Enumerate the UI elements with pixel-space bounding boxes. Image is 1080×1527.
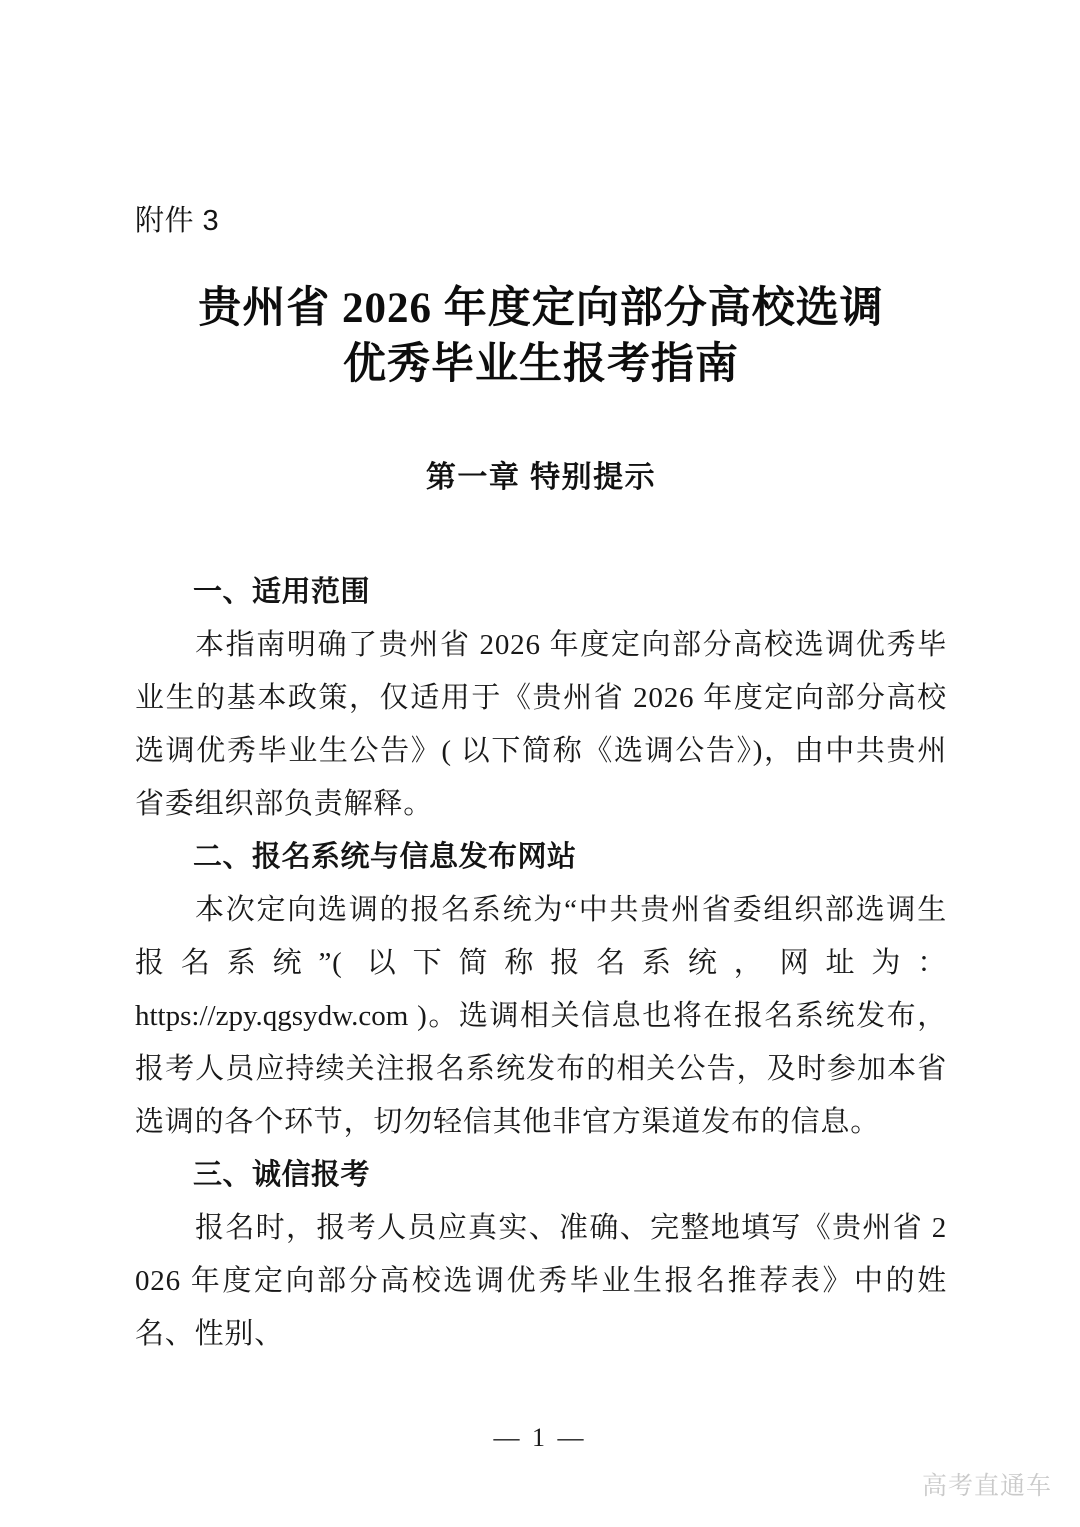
document-title-line-1: 贵州省 2026 年度定向部分高校选调: [198, 285, 884, 332]
page-number: — 1 —: [493, 1423, 587, 1452]
registration-system-url[interactable]: https://zpy.qgsydw.com: [135, 1000, 409, 1032]
document-body: [135, 566, 947, 1361]
chapter-heading: 第一章 特别提示: [425, 461, 657, 494]
document-title: [135, 281, 947, 393]
paragraph-text: 报名时，报考人员应真实、准确、完整地填写《贵州省 2026 年度定向部分高校选调优秀毕业生报名推荐表》中的姓名、性别、: [135, 1212, 947, 1350]
paragraph-text-before-url: 本次定向选调的报名系统为“中共贵州省委组织部选调生报名系统”( 以下简称报名系统，网址为：: [135, 894, 947, 979]
section-heading-scope: 一、适用范围: [193, 576, 371, 608]
section-heading-integrity: 三、诚信报考: [193, 1159, 371, 1191]
watermark: 高考直通车: [921, 1472, 1052, 1500]
document-title-line-2: 优秀毕业生报考指南: [343, 341, 739, 388]
paragraph-text: 本指南明确了贵州省 2026 年度定向部分高校选调优秀毕业生的基本政策，仅适用于《贵州省 2026 年度定向部分高校选调优秀毕业生公告》( 以下简称《选调公告》)，由中共贵州省委组织部负责解释。: [135, 629, 947, 820]
section-paragraph-registration-system: [135, 884, 947, 1149]
section-paragraph-integrity: [135, 1202, 947, 1361]
section-heading-registration-system: 二、报名系统与信息发布网站: [193, 841, 577, 873]
section-paragraph-scope: [135, 619, 947, 831]
attachment-label: 附件 3: [135, 205, 220, 237]
paragraph-text-after-url: )。选调相关信息也将在报名系统发布，报考人员应持续关注报名系统发布的相关公告，及时参加本省选调的各个环节，切勿轻信其他非官方渠道发布的信息。: [135, 1000, 947, 1138]
